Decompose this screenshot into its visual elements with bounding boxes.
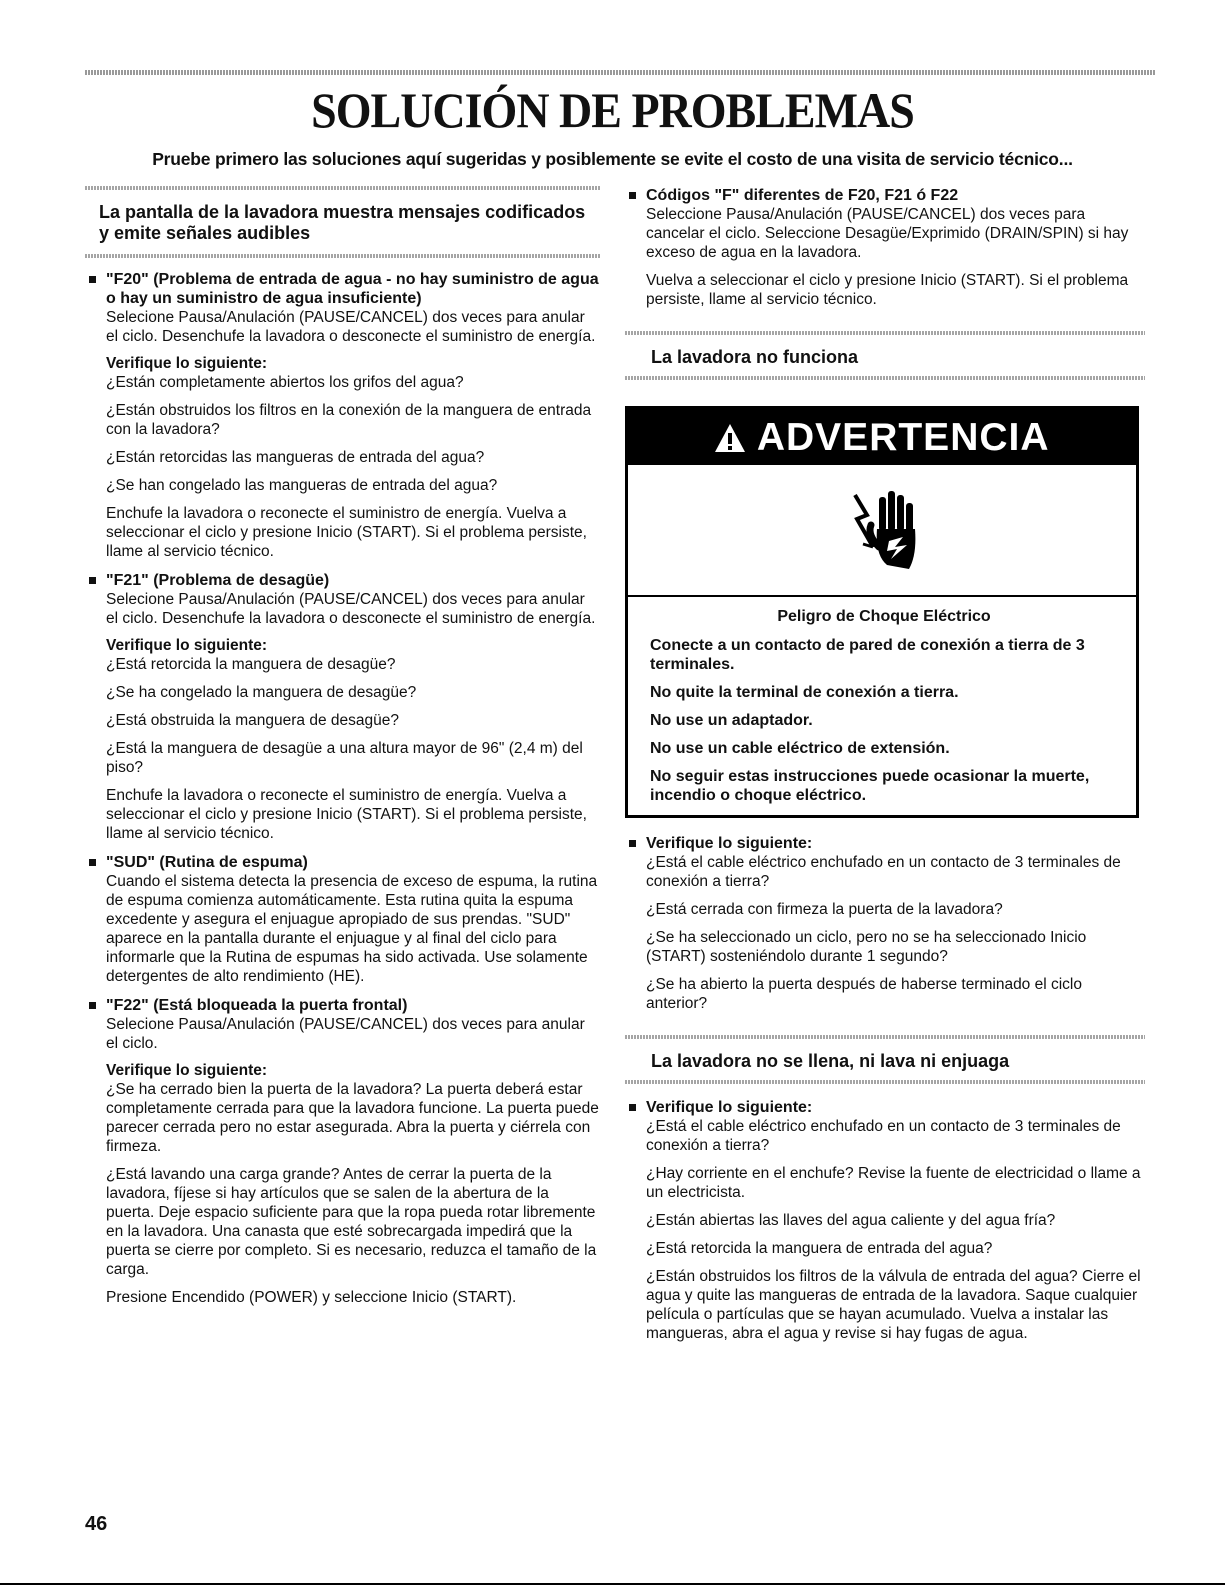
check-item: Presione Encendido (POWER) y seleccione Inicio (START). bbox=[106, 1289, 517, 1306]
item-f20 bbox=[85, 270, 600, 561]
check-item: Enchufe la lavadora o reconecte el suministro de energía. Vuelva a seleccionar el ciclo y presione Inicio (START). Si el problema persiste, llame al servicio técnico. bbox=[106, 787, 587, 842]
check-item: ¿Hay corriente en el enchufe? Revise la fuente de electricidad o llame a un electricista. bbox=[646, 1165, 1141, 1201]
item-title: "F21" (Problema de desagüe) bbox=[106, 572, 330, 589]
warning-triangle-icon bbox=[714, 416, 756, 459]
warning-line: No quite la terminal de conexión a tierra. bbox=[650, 684, 959, 701]
warning-box bbox=[625, 406, 1139, 818]
warning-heading: ADVERTENCIA bbox=[756, 416, 1050, 459]
verify-heading: Verifique lo siguiente: bbox=[106, 637, 268, 654]
section-title-no-fill: La lavadora no se llena, ni lava ni enjuaga bbox=[651, 1051, 1010, 1071]
check-item: ¿Están retorcidas las mangueras de entrada del agua? bbox=[106, 449, 485, 466]
check-item: ¿Está retorcida la manguera de desagüe? bbox=[106, 656, 396, 673]
verify-heading: Verifique lo siguiente: bbox=[106, 1062, 268, 1079]
check-item: ¿Se ha abierto la puerta después de haberse terminado el ciclo anterior? bbox=[646, 976, 1082, 1012]
item-verify-no-fill bbox=[625, 1098, 1145, 1343]
item-title: "F20" (Problema de entrada de agua - no hay suministro de agua o hay un suministro de agua insuficiente) bbox=[106, 271, 599, 307]
check-item: ¿Está cerrada con firmeza la puerta de la lavadora? bbox=[646, 901, 1003, 918]
verify-heading: Verifique lo siguiente: bbox=[646, 1099, 813, 1116]
check-item: ¿Está la manguera de desagüe a una altura mayor de 96" (2,4 m) del piso? bbox=[106, 740, 583, 776]
warning-line: No seguir estas instrucciones puede ocasionar la muerte, incendio o choque eléctrico. bbox=[650, 768, 1090, 804]
check-item: ¿Está lavando una carga grande? Antes de cerrar la puerta de la lavadora, fíjese si hay artículos que se salen de la abertura de la puerta. Deje espacio suficiente para que la ropa pueda rotar libremente en la lavadora. Una canasta que esté sobrecargada impedirá que la puerta se cierre por completo. Si es necesario, reduzca el tamaño de la carga. bbox=[106, 1166, 597, 1278]
check-item: Enchufe la lavadora o reconecte el suministro de energía. Vuelva a seleccionar el ciclo y presione Inicio (START). Si el problema persiste, llame al servicio técnico. bbox=[106, 505, 587, 560]
warning-header bbox=[628, 409, 1136, 465]
check-item: ¿Está el cable eléctrico enchufado en un contacto de 3 terminales de conexión a tierra? bbox=[646, 854, 1121, 890]
check-item: ¿Está retorcida la manguera de entrada del agua? bbox=[646, 1240, 993, 1257]
item-f-codes bbox=[625, 186, 1145, 309]
top-rule bbox=[85, 70, 1155, 75]
check-item: ¿Están obstruidos los filtros de la válvula de entrada del agua? Cierre el agua y quite las mangueras de entrada de la lavadora. Saque cualquier película o partículas que se hayan acumulado. Vuelva a instalar las mangueras, abra el agua y revise si hay fugas de agua. bbox=[646, 1268, 1141, 1342]
warning-line: Conecte a un contacto de pared de conexión a tierra de 3 terminales. bbox=[650, 637, 1085, 673]
item-verify-not-working bbox=[625, 834, 1145, 1013]
check-item: ¿Están abiertas las llaves del agua caliente y del agua fría? bbox=[646, 1212, 1056, 1229]
item-text: Selecione Pausa/Anulación (PAUSE/CANCEL) dos veces para anular el ciclo. Desenchufe la lavadora o desconecte el suministro de energía. bbox=[106, 591, 596, 627]
item-f21 bbox=[85, 571, 600, 843]
item-title: Códigos "F" diferentes de F20, F21 ó F22 bbox=[646, 187, 959, 204]
electric-shock-hand-icon bbox=[628, 465, 1136, 597]
section-title-not-working: La lavadora no funciona bbox=[651, 347, 859, 367]
check-item: ¿Se ha seleccionado un ciclo, pero no se ha seleccionado Inicio (START) sosteniéndolo durante 1 segundo? bbox=[646, 929, 1087, 965]
item-f22 bbox=[85, 996, 600, 1307]
item-sud bbox=[85, 853, 600, 986]
page-number: 46 bbox=[85, 1513, 108, 1535]
check-item: ¿Está obstruida la manguera de desagüe? bbox=[106, 712, 399, 729]
section-rule bbox=[85, 254, 600, 258]
verify-heading: Verifique lo siguiente: bbox=[106, 355, 268, 372]
warning-caption: Peligro de Choque Eléctrico bbox=[777, 608, 991, 625]
check-item: ¿Se han congelado las mangueras de entrada del agua? bbox=[106, 477, 498, 494]
check-item: ¿Están obstruidos los filtros en la conexión de la manguera de entrada con la lavadora? bbox=[106, 402, 592, 438]
item-title: "SUD" (Rutina de espuma) bbox=[106, 854, 308, 871]
verify-heading: Verifique lo siguiente: bbox=[646, 835, 813, 852]
item-title: "F22" (Está bloqueada la puerta frontal) bbox=[106, 997, 408, 1014]
section-rule bbox=[625, 1080, 1145, 1084]
warning-line: No use un cable eléctrico de extensión. bbox=[650, 740, 950, 757]
right-column bbox=[625, 186, 1145, 1343]
item-text: Selecione Pausa/Anulación (PAUSE/CANCEL) dos veces para anular el ciclo. Desenchufe la lavadora o desconecte el suministro de energía. bbox=[106, 309, 596, 345]
check-item: ¿Se ha congelado la manguera de desagüe? bbox=[106, 684, 417, 701]
left-column bbox=[85, 186, 600, 1307]
item-text: Selecione Pausa/Anulación (PAUSE/CANCEL) dos veces para anular el ciclo. bbox=[106, 1016, 585, 1052]
warning-line: No use un adaptador. bbox=[650, 712, 813, 729]
item-text: Seleccione Pausa/Anulación (PAUSE/CANCEL) dos veces para cancelar el ciclo. Seleccione Desagüe/Exprimido (DRAIN/SPIN) si hay exceso de agua en la lavadora. bbox=[646, 206, 1129, 261]
check-item: ¿Está el cable eléctrico enchufado en un contacto de 3 terminales de conexión a tierra? bbox=[646, 1118, 1121, 1154]
section-rule bbox=[625, 376, 1145, 380]
check-item: ¿Están completamente abiertos los grifos del agua? bbox=[106, 374, 464, 391]
page-title: SOLUCIÓN DE PROBLEMAS bbox=[311, 82, 914, 139]
check-item: ¿Se ha cerrado bien la puerta de la lavadora? La puerta deberá estar completamente cerrada para que la lavadora funcione. La puerta puede parecer cerrada pero no estar asegurada. Abra la puerta y ciérrela con firmeza. bbox=[106, 1081, 599, 1155]
warning-body bbox=[628, 597, 1136, 815]
page-subtitle: Pruebe primero las soluciones aquí sugeridas y posiblemente se evite el costo de una visita de servicio técnico... bbox=[152, 149, 1073, 169]
section-title-coded-messages: La pantalla de la lavadora muestra mensajes codificados y emite señales audibles bbox=[99, 202, 586, 243]
item-text: Vuelva a seleccionar el ciclo y presione Inicio (START). Si el problema persiste, llame al servicio técnico. bbox=[646, 272, 1129, 308]
item-text: Cuando el sistema detecta la presencia de exceso de espuma, la rutina de espuma comienza automáticamente. Esta rutina quita la espuma excedente y asegura el enjuague apropiado de sus prendas. "SUD" aparece en la pantalla durante el enjuague y al final del ciclo para informarle que la Rutina de espumas ha sido activada. Use solamente detergentes de alto rendimiento (HE). bbox=[106, 873, 598, 985]
